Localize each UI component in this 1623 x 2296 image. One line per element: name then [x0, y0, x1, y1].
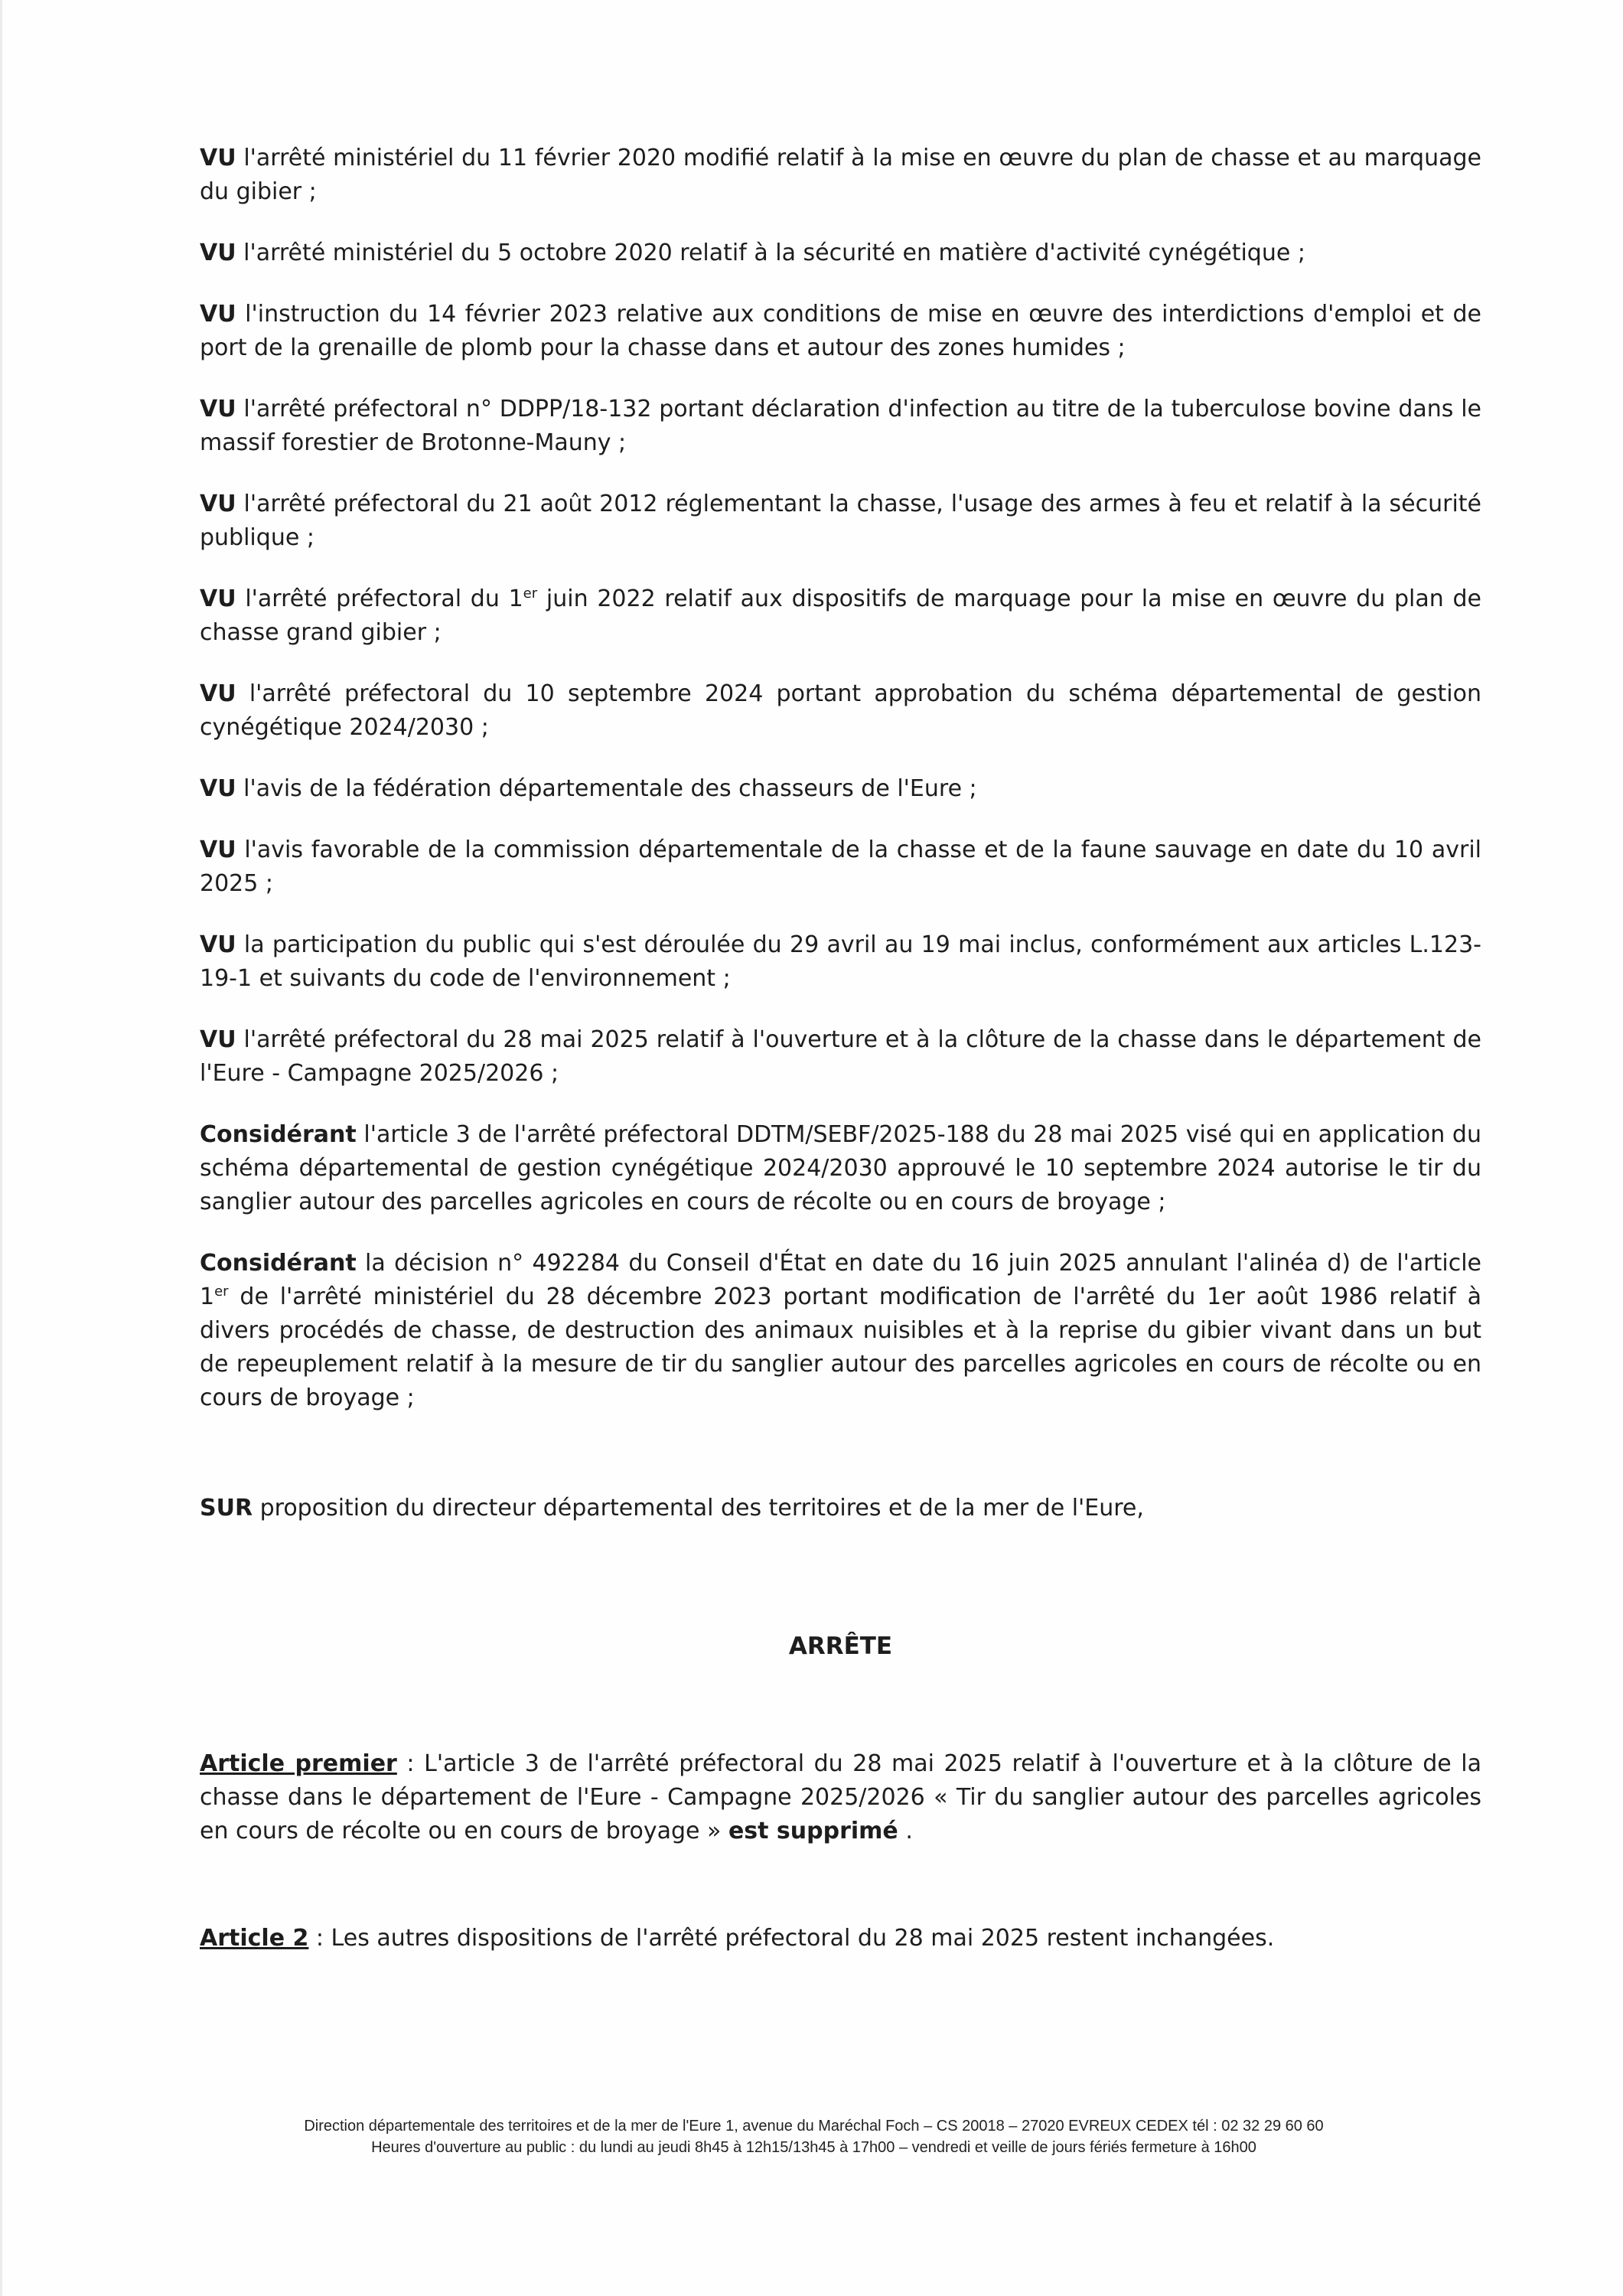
paragraph-lead: VU — [200, 240, 236, 266]
paragraph-text: l'instruction du 14 février 2023 relative aux conditions de mise en œuvre des interdictions d'emploi et de port de la grenaille de plomb pour la chasse dans et autour des zones humides ; — [200, 301, 1481, 361]
considerant-paragraph — [200, 677, 1481, 745]
paragraph-text: l'arrêté préfectoral du 1 — [236, 585, 523, 612]
spacer — [200, 1663, 1481, 1747]
paragraph-text: proposition du directeur départemental des territoires et de la mer de l'Eure, — [253, 1495, 1144, 1521]
considerant-paragraph — [200, 1023, 1481, 1091]
footer-hours: Heures d'ouverture au public : du lundi au jeudi 8h45 à 12h15/13h45 à 17h00 – vendredi et veille de jours fériés fermeture à 16h00 — [371, 2139, 1256, 2156]
considerant-paragraph — [200, 236, 1481, 270]
superscript: er — [214, 1283, 229, 1300]
paragraph-lead: VU — [200, 491, 236, 517]
paragraph-text: l'arrêté ministériel du 5 octobre 2020 relatif à la sécurité en matière d'activité cynégétique ; — [236, 240, 1305, 266]
paragraph-text: de l'arrêté ministériel du 28 décembre 2023 portant modification de l'arrêté du 1er août 1986 relatif à divers procédés de chasse, de destruction des animaux nuisibles et à la reprise du gibier vivant dans un but de repeuplement relatif à la mesure de tir du sanglier autour des parcelles agricoles en cours de récolte ou en cours de broyage ; — [200, 1283, 1481, 1411]
article-1 — [200, 1747, 1481, 1848]
article-1-end: . — [898, 1818, 913, 1844]
footer-address: Direction départementale des territoires et de la mer de l'Eure 1, avenue du Maréchal Foch – CS 20018 – 27020 EVREUX CEDEX tél : 02 32 29 60 60 — [304, 2118, 1324, 2135]
decision-title: ARRÊTE — [788, 1632, 893, 1660]
paragraph-text: l'arrêté préfectoral du 21 août 2012 réglementant la chasse, l'usage des armes à feu et relatif à la sécurité publique ; — [200, 491, 1481, 551]
considerant-paragraph — [200, 298, 1481, 365]
paragraph-text: l'article 3 de l'arrêté préfectoral DDTM/SEBF/2025-188 du 28 mai 2025 visé qui en application du schéma départemental de gestion cynégétique 2024/2030 approuvé le 10 septembre 2024 autorise le tir du sanglier autour des parcelles agricoles en cours de récolte ou en cours de broyage ; — [200, 1121, 1481, 1215]
paragraph-lead: VU — [200, 931, 236, 958]
paragraph-lead: VU — [200, 1026, 236, 1053]
paragraph-lead: VU — [200, 396, 236, 422]
considerant-paragraph — [200, 833, 1481, 901]
paragraph-text: l'arrêté préfectoral n° DDPP/18-132 portant déclaration d'infection au titre de la tuberculose bovine dans le massif forestier de Brotonne-Mauny ; — [200, 396, 1481, 456]
paragraph-text: l'avis de la fédération départementale des chasseurs de l'Eure ; — [236, 775, 977, 802]
paragraph-text: l'arrêté ministériel du 11 février 2020 modifié relatif à la mise en œuvre du plan de chasse et au marquage du gibier ; — [200, 145, 1481, 205]
article-1-bold: est supprimé — [728, 1818, 898, 1844]
superscript: er — [523, 585, 538, 602]
paragraph-lead: VU — [200, 680, 236, 707]
considerant-paragraph — [200, 772, 1481, 806]
considerant-paragraph — [200, 582, 1481, 650]
article-2 — [200, 1922, 1481, 1955]
considerant-paragraph — [200, 393, 1481, 460]
paragraph-lead: Considérant — [200, 1121, 357, 1148]
document-body — [200, 142, 1481, 1983]
sur-proposition-paragraph — [200, 1492, 1481, 1525]
article-2-label: Article 2 — [200, 1925, 309, 1952]
spacer — [200, 1876, 1481, 1922]
paragraph-lead: Considérant — [200, 1250, 357, 1277]
paragraph-text: l'arrêté préfectoral du 28 mai 2025 relatif à l'ouverture et à la clôture de la chasse dans le département de l'Eure - Campagne 2025/2026 ; — [200, 1026, 1481, 1087]
paragraph-text: la participation du public qui s'est déroulée du 29 avril au 19 mai inclus, conformément aux articles L.123-19-1 et suivants du code de l'environnement ; — [200, 931, 1481, 992]
page-footer — [2, 2115, 1623, 2158]
spacer — [200, 1553, 1481, 1629]
article-1-text: : L'article 3 de l'arrêté préfectoral du 28 mai 2025 relatif à l'ouverture et à la clôture de la chasse dans le département de l'Eure - Campagne 2025/2026 « Tir du sanglier autour des parcelles agricoles en cours de récolte ou en cours de broyage » — [200, 1750, 1482, 1844]
spacer — [200, 1443, 1481, 1492]
considerant-paragraph — [200, 928, 1481, 996]
paragraph-text: la décision n° 492284 du Conseil d'État en date du 16 juin 2025 annulant l'alinéa d) de l'article 1 — [200, 1250, 1481, 1310]
paragraph-lead: VU — [200, 585, 236, 612]
paragraph-text: juin 2022 relatif aux dispositifs de marquage pour la mise en œuvre du plan de chasse grand gibier ; — [200, 585, 1481, 646]
considerant-paragraph — [200, 1247, 1481, 1415]
paragraph-text: l'avis favorable de la commission départementale de la chasse et de la faune sauvage en date du 10 avril 2025 ; — [200, 837, 1481, 897]
article-1-label: Article premier — [200, 1750, 397, 1777]
considerant-paragraph — [200, 1118, 1481, 1219]
article-2-text: : Les autres dispositions de l'arrêté préfectoral du 28 mai 2025 restent inchangées. — [308, 1925, 1275, 1952]
paragraph-lead: VU — [200, 145, 236, 171]
considerant-paragraph — [200, 142, 1481, 209]
considerant-paragraph — [200, 488, 1481, 555]
paragraph-lead: VU — [200, 775, 236, 802]
paragraph-lead: VU — [200, 301, 236, 328]
paragraph-lead: VU — [200, 837, 236, 863]
paragraph-lead: SUR — [200, 1495, 253, 1521]
paragraph-text: l'arrêté préfectoral du 10 septembre 2024 portant approbation du schéma départemental de gestion cynégétique 2024/2030 ; — [200, 680, 1481, 741]
